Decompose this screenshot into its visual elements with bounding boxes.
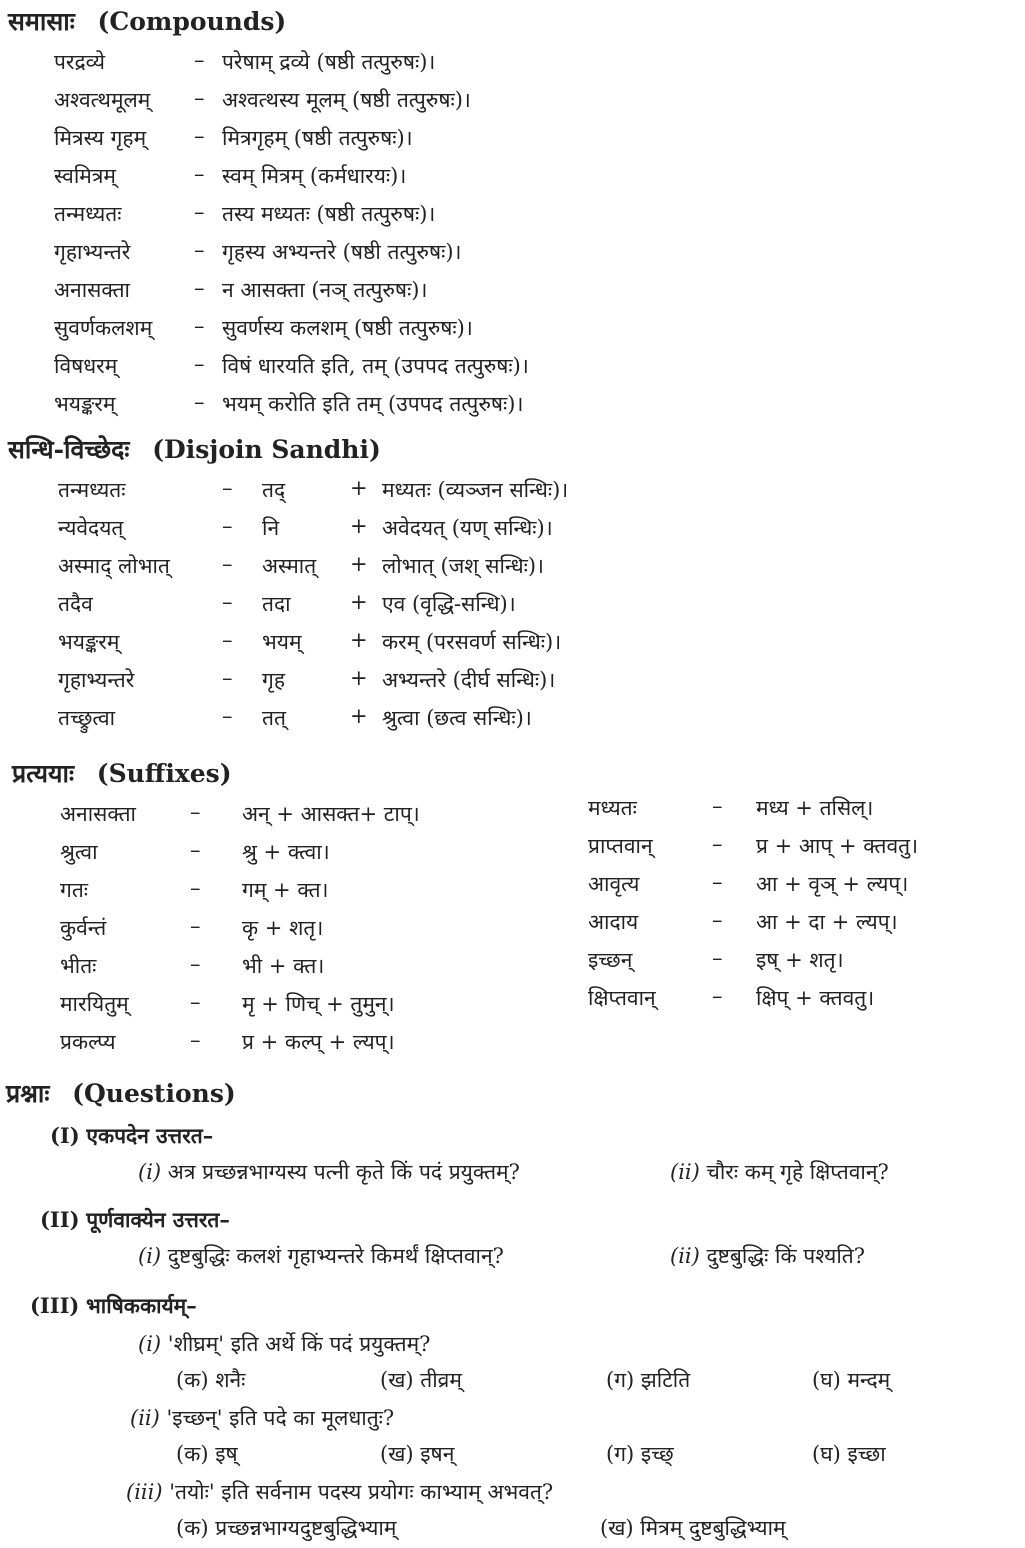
- section-3-label: भाषिककार्यम्–: [86, 1293, 197, 1318]
- suffix-dash: –: [190, 1028, 201, 1052]
- s3-q2-option-3: (ग) इच्छ्: [606, 1442, 674, 1466]
- suffix-parts: मध्य + तसिल्।: [756, 796, 874, 820]
- suffix-parts: क्षिप् + क्तवतु।: [756, 986, 875, 1010]
- suffix-word: मारयितुम्: [60, 992, 129, 1016]
- suffix-parts: आ + दा + ल्यप्।: [756, 910, 898, 934]
- s1-q1-text: अत्र प्रच्छन्नभाग्यस्य पत्नी कृते किं पदं प्रयुक्तम्?: [167, 1160, 520, 1184]
- s2-question-1: [138, 1242, 504, 1270]
- suffix-parts: इष् + शतृ।: [756, 948, 844, 972]
- suffix-parts: अन् + आसक्त+ टाप्।: [242, 802, 420, 826]
- compound-expansion: परेषाम् द्रव्ये (षष्ठी तत्पुरुषः)।: [222, 50, 436, 74]
- compound-expansion: स्वम् मित्रम् (कर्मधारयः)।: [222, 164, 407, 188]
- sandhi-plus: +: [350, 476, 368, 500]
- compound-expansion: भयम् करोति इति तम् (उपपद तत्पुरुषः)।: [222, 392, 524, 416]
- s1-question-2: [670, 1158, 889, 1186]
- s3-q2-option-1: (क) इष्: [176, 1442, 238, 1466]
- suffix-dash: –: [190, 952, 201, 976]
- s1-question-1: [138, 1158, 520, 1186]
- sandhi-part-a: गृह: [262, 668, 285, 692]
- suffix-word: आदाय: [588, 910, 639, 934]
- compound-dash: –: [194, 352, 205, 376]
- s3-q1-option-2: (ख) तीव्रम्: [380, 1368, 462, 1392]
- sandhi-part-a: अस्मात्: [262, 554, 317, 578]
- compound-dash: –: [194, 162, 205, 186]
- section-1-number: (I): [50, 1123, 80, 1148]
- questions-heading-en: (Questions): [72, 1079, 236, 1108]
- s2-q2-text: दुष्टबुद्धिः किं पश्यति?: [706, 1244, 865, 1268]
- sandhi-part-a: नि: [262, 516, 280, 540]
- s1-q2-number: (ii): [670, 1160, 700, 1184]
- compounds-heading-sa: समासाः: [8, 7, 75, 36]
- s2-question-2: [670, 1242, 865, 1270]
- s2-q1-text: दुष्टबुद्धिः कलशं गृहाभ्यन्तरे किमर्थं क्षिप्तवान्?: [167, 1244, 504, 1268]
- s3-q2-option-4: (घ) इच्छा: [812, 1442, 886, 1466]
- questions-heading-sa: प्रश्नाः: [6, 1079, 50, 1108]
- s3-q1-text: 'शीघ्रम्' इति अर्थे किं पदं प्रयुक्तम्?: [167, 1332, 431, 1356]
- compound-expansion: विषं धारयति इति, तम् (उपपद तत्पुरुषः)।: [222, 354, 529, 378]
- s2-q2-number: (ii): [670, 1244, 700, 1268]
- sandhi-plus: +: [350, 628, 368, 652]
- s3-q1-option-1: (क) शनैः: [176, 1368, 246, 1392]
- suffix-dash: –: [712, 984, 723, 1008]
- suffix-parts: श्रु + क्त्वा।: [242, 840, 330, 864]
- section-1-title: [50, 1122, 213, 1150]
- compounds-heading: [8, 4, 286, 38]
- suffix-dash: –: [712, 946, 723, 970]
- sandhi-heading-en: (Disjoin Sandhi): [152, 435, 381, 464]
- sandhi-word: अस्माद् लोभात्: [58, 554, 170, 578]
- suffix-dash: –: [190, 876, 201, 900]
- sandhi-dash: –: [222, 552, 233, 576]
- suffix-word: इच्छन्: [588, 948, 633, 972]
- suffix-dash: –: [712, 908, 723, 932]
- compound-dash: –: [194, 314, 205, 338]
- compound-dash: –: [194, 48, 205, 72]
- s2-q1-number: (i): [138, 1244, 162, 1268]
- s3-q3-text: 'तयोः' इति सर्वनाम पदस्य प्रयोगः काभ्याम् अभवत्?: [169, 1480, 554, 1504]
- compound-word: अश्वत्थमूलम्: [54, 88, 151, 112]
- s3-q3-option-1: (क) प्रच्छन्नभाग्यदुष्टबुद्धिभ्याम्: [176, 1516, 397, 1540]
- sandhi-plus: +: [350, 666, 368, 690]
- compound-expansion: मित्रगृहम् (षष्ठी तत्पुरुषः)।: [222, 126, 413, 150]
- compound-word: भयङ्करम्: [54, 392, 116, 416]
- sandhi-dash: –: [222, 476, 233, 500]
- compound-word: स्वमित्रम्: [54, 164, 116, 188]
- sandhi-part-b: करम् (परसवर्ण सन्धिः)।: [382, 630, 562, 654]
- s1-q1-number: (i): [138, 1160, 162, 1184]
- sandhi-word: भयङ्करम्: [58, 630, 120, 654]
- sandhi-word: तदैव: [58, 592, 93, 616]
- suffixes-heading-en: (Suffixes): [96, 759, 232, 788]
- suffix-word: भीतः: [60, 954, 97, 978]
- s3-q1-number: (i): [138, 1332, 162, 1356]
- sandhi-part-a: तदा: [262, 592, 291, 616]
- s3-question-1: [138, 1330, 430, 1358]
- compound-expansion: अश्वत्थस्य मूलम् (षष्ठी तत्पुरुषः)।: [222, 88, 471, 112]
- compound-dash: –: [194, 124, 205, 148]
- suffix-word: मध्यतः: [588, 796, 637, 820]
- compound-dash: –: [194, 238, 205, 262]
- section-2-title: [40, 1206, 230, 1234]
- s1-q2-text: चौरः कम् गृहे क्षिप्तवान्?: [706, 1160, 889, 1184]
- compounds-heading-en: (Compounds): [97, 7, 287, 36]
- section-1-label: एकपदेन उत्तरत–: [86, 1123, 214, 1148]
- suffix-parts: प्र + कल्प् + ल्यप्।: [242, 1030, 395, 1054]
- compound-word: तन्मध्यतः: [54, 202, 122, 226]
- s3-q2-option-2: (ख) इषन्: [380, 1442, 455, 1466]
- suffix-parts: प्र + आप् + क्तवतु।: [756, 834, 919, 858]
- suffix-parts: आ + वृञ् + ल्यप्।: [756, 872, 909, 896]
- s3-q1-option-3: (ग) झटिति: [606, 1368, 691, 1392]
- compound-expansion: सुवर्णस्य कलशम् (षष्ठी तत्पुरुषः)।: [222, 316, 473, 340]
- suffixes-heading-sa: प्रत्ययाः: [12, 759, 75, 788]
- compound-word: गृहाभ्यन्तरे: [54, 240, 131, 264]
- compound-expansion: गृहस्य अभ्यन्तरे (षष्ठी तत्पुरुषः)।: [222, 240, 462, 264]
- compound-word: अनासक्ता: [54, 278, 130, 302]
- compound-word: सुवर्णकलशम्: [54, 316, 153, 340]
- section-2-label: पूर्णवाक्येन उत्तरत–: [86, 1207, 230, 1232]
- sandhi-part-b: मध्यतः (व्यञ्जन सन्धिः)।: [382, 478, 569, 502]
- suffix-word: कुर्वन्तं: [60, 916, 107, 940]
- sandhi-word: तच्छ्रुत्वा: [58, 706, 116, 730]
- suffix-word: प्रकल्प्य: [60, 1030, 116, 1054]
- sandhi-heading-sa: सन्धि-विच्छेदः: [8, 435, 130, 464]
- section-3-number: (III): [30, 1293, 80, 1318]
- compound-word: विषधरम्: [54, 354, 118, 378]
- sandhi-dash: –: [222, 514, 233, 538]
- sandhi-part-b: अवेदयत् (यण् सन्धिः)।: [382, 516, 553, 540]
- suffix-parts: मृ + णिच् + तुमुन्।: [242, 992, 395, 1016]
- s3-q1-option-4: (घ) मन्दम्: [812, 1368, 891, 1392]
- compound-expansion: तस्य मध्यतः (षष्ठी तत्पुरुषः)।: [222, 202, 436, 226]
- suffix-dash: –: [190, 914, 201, 938]
- section-2-number: (II): [40, 1207, 80, 1232]
- sandhi-word: न्यवेदयत्: [58, 516, 124, 540]
- compound-word: परद्रव्ये: [54, 50, 106, 74]
- sandhi-part-b: एव (वृद्धि-सन्धि)।: [382, 592, 516, 616]
- suffix-word: क्षिप्तवान्: [588, 986, 656, 1010]
- suffix-dash: –: [712, 832, 723, 856]
- sandhi-dash: –: [222, 590, 233, 614]
- suffix-word: गतः: [60, 878, 89, 902]
- s3-q2-number: (ii): [130, 1406, 160, 1430]
- sandhi-heading: [8, 432, 381, 466]
- sandhi-dash: –: [222, 628, 233, 652]
- sandhi-plus: +: [350, 704, 368, 728]
- s3-q2-text: 'इच्छन्' इति पदे का मूलधातुः?: [166, 1406, 395, 1430]
- suffix-word: आवृत्य: [588, 872, 640, 896]
- sandhi-word: गृहाभ्यन्तरे: [58, 668, 135, 692]
- sandhi-dash: –: [222, 704, 233, 728]
- compound-word: मित्रस्य गृहम्: [54, 126, 147, 150]
- suffix-word: अनासक्ता: [60, 802, 136, 826]
- suffix-dash: –: [712, 870, 723, 894]
- s3-question-2: [130, 1404, 394, 1432]
- compound-dash: –: [194, 200, 205, 224]
- suffix-parts: गम् + क्त।: [242, 878, 329, 902]
- sandhi-dash: –: [222, 666, 233, 690]
- suffix-word: श्रुत्वा: [60, 840, 98, 864]
- compound-dash: –: [194, 86, 205, 110]
- suffix-parts: भी + क्त।: [242, 954, 325, 978]
- sandhi-part-a: तद्: [262, 478, 286, 502]
- questions-heading: [6, 1076, 236, 1110]
- section-3-title: [30, 1292, 197, 1320]
- s3-q3-number: (iii): [126, 1480, 163, 1504]
- suffix-dash: –: [190, 800, 201, 824]
- sandhi-plus: +: [350, 590, 368, 614]
- sandhi-part-b: लोभात् (जश् सन्धिः)।: [382, 554, 545, 578]
- s3-question-3: [126, 1478, 553, 1506]
- sandhi-part-b: श्रुत्वा (छत्व सन्धिः)।: [382, 706, 532, 730]
- suffix-word: प्राप्तवान्: [588, 834, 653, 858]
- suffix-parts: कृ + शतृ।: [242, 916, 324, 940]
- compound-expansion: न आसक्ता (नञ् तत्पुरुषः)।: [222, 278, 428, 302]
- sandhi-part-a: तत्: [262, 706, 286, 730]
- s3-q3-option-2: (ख) मित्रम् दुष्टबुद्धिभ्याम्: [600, 1516, 786, 1540]
- suffix-dash: –: [190, 990, 201, 1014]
- suffixes-heading: [12, 756, 232, 790]
- sandhi-plus: +: [350, 514, 368, 538]
- compound-dash: –: [194, 276, 205, 300]
- compound-dash: –: [194, 390, 205, 414]
- suffix-dash: –: [190, 838, 201, 862]
- suffix-dash: –: [712, 794, 723, 818]
- sandhi-part-b: अभ्यन्तरे (दीर्घ सन्धिः)।: [382, 668, 556, 692]
- sandhi-plus: +: [350, 552, 368, 576]
- sandhi-part-a: भयम्: [262, 630, 302, 654]
- sandhi-word: तन्मध्यतः: [58, 478, 126, 502]
